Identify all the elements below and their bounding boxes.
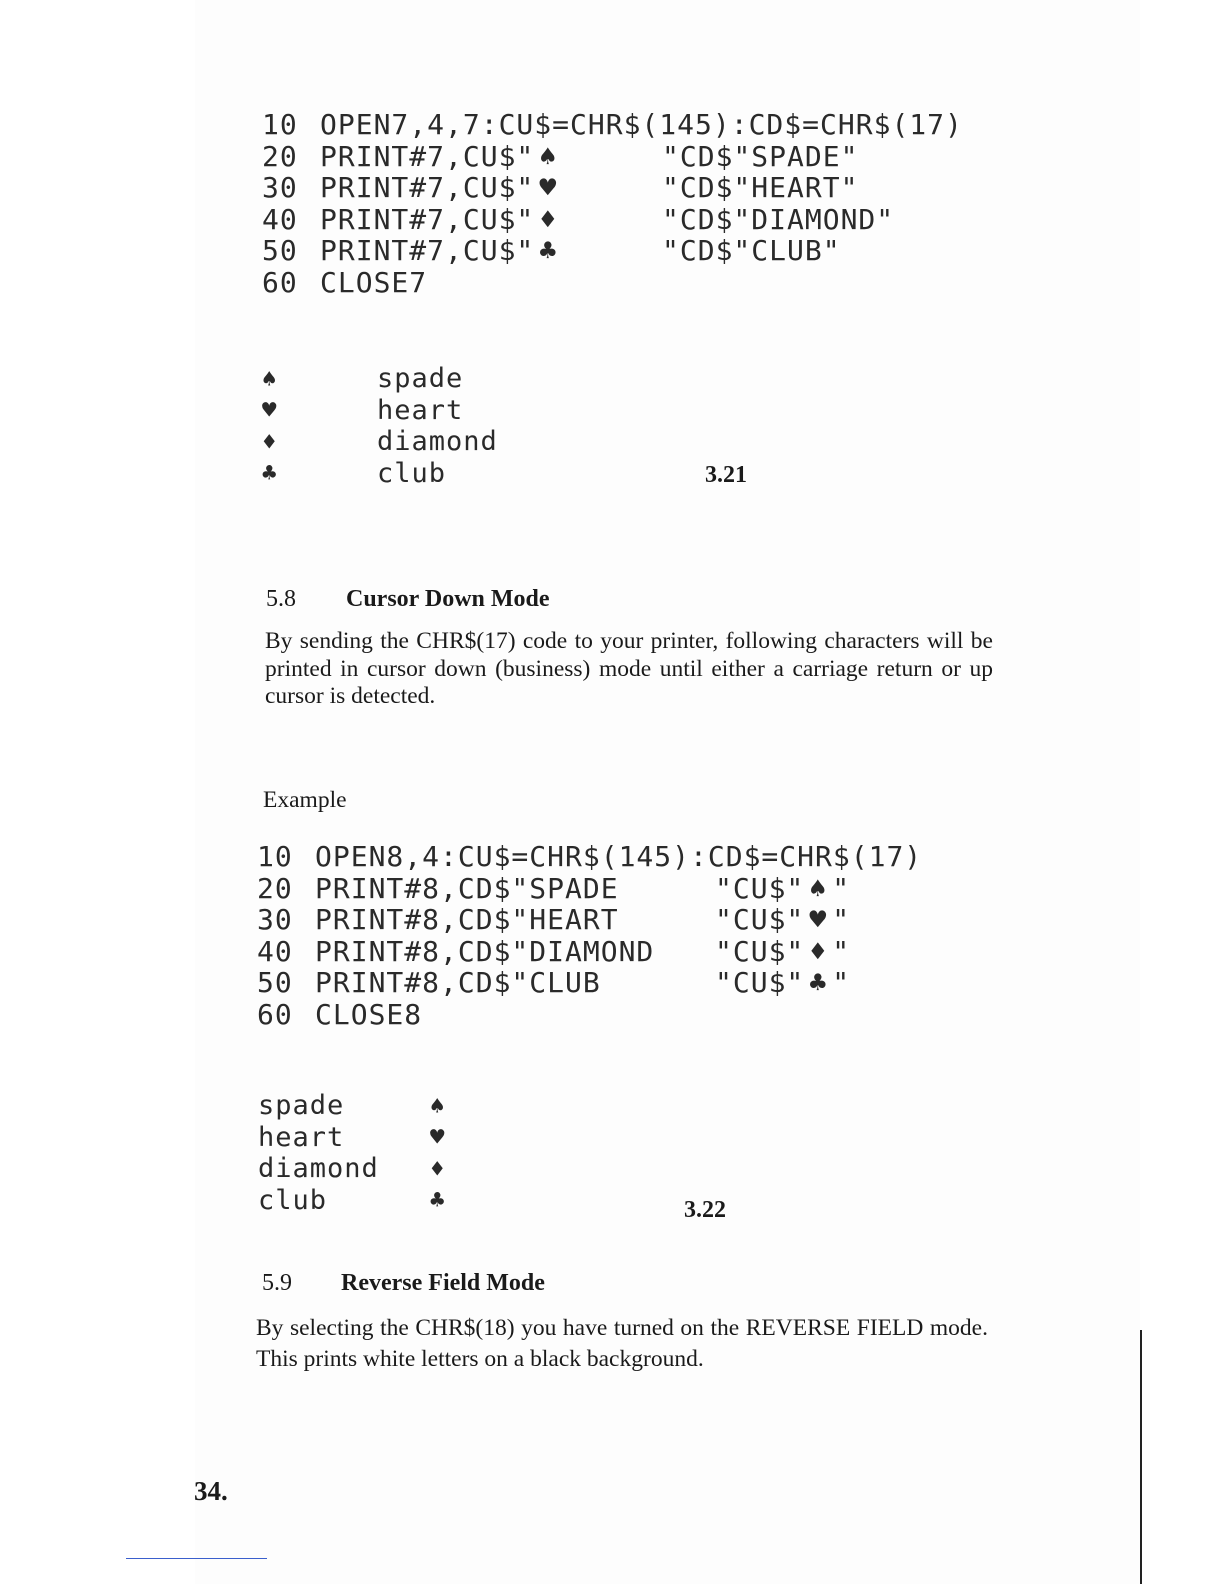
code-listing-2 bbox=[257, 841, 922, 1030]
diamond-icon: ♦ bbox=[539, 202, 558, 236]
code-line: 50 PRINT#7,CU$" ♣ "CD$"CLUB" bbox=[262, 234, 841, 267]
diamond-icon: ♦ bbox=[262, 427, 277, 456]
output-row: ♣ club bbox=[262, 457, 447, 489]
spade-icon: ♠ bbox=[430, 1091, 445, 1120]
heart-icon: ♥ bbox=[809, 903, 828, 936]
club-icon: ♣ bbox=[809, 966, 828, 999]
printer-output-1 bbox=[262, 363, 498, 489]
club-icon: ♣ bbox=[430, 1186, 445, 1215]
section-title: Reverse Field Mode bbox=[341, 1270, 545, 1296]
code-line: 60 CLOSE8 bbox=[257, 997, 423, 1031]
output-row: ♠ spade bbox=[262, 363, 464, 395]
code-line: 30 PRINT#7,CU$" ♥ "CD$"HEART" bbox=[262, 171, 859, 204]
output-row: ♦ diamond bbox=[262, 426, 498, 458]
figure-number: 3.22 bbox=[684, 1197, 726, 1223]
paragraph: By sending the CHR$(17) code to your printer, following characters will be printed in cursor down (business) mode until either a carriage return or up cursor is detected. bbox=[265, 628, 993, 709]
code-line: 10 OPEN7,4,7:CU$=CHR$(145):CD$=CHR$(17) bbox=[262, 108, 963, 141]
section-number: 5.8 bbox=[266, 586, 296, 612]
spade-icon: ♠ bbox=[539, 139, 558, 173]
code-line: 20 PRINT#7,CU$" ♠ "CD$"SPADE" bbox=[262, 139, 859, 173]
section-heading bbox=[262, 1270, 545, 1297]
page-number: 34. bbox=[194, 1476, 228, 1506]
code-line: 10 OPEN8,4:CU$=CHR$(145):CD$=CHR$(17) bbox=[257, 840, 923, 873]
code-line: 30 PRINT#8,CD$"HEART "CU$" ♥ " bbox=[257, 903, 851, 936]
example-label: Example bbox=[263, 787, 347, 813]
code-line: 60 CLOSE7 bbox=[262, 265, 428, 299]
diamond-icon: ♦ bbox=[809, 934, 828, 968]
figure-number: 3.21 bbox=[705, 462, 747, 488]
section-title: Cursor Down Mode bbox=[346, 586, 550, 612]
spade-icon: ♠ bbox=[262, 364, 277, 393]
output-row: heart ♥ bbox=[258, 1121, 445, 1153]
code-line: 50 PRINT#8,CD$"CLUB "CU$" ♣ " bbox=[257, 966, 851, 999]
margin-rule bbox=[1140, 1330, 1142, 1584]
output-row: ♥ heart bbox=[262, 394, 464, 426]
code-line: 40 PRINT#8,CD$"DIAMOND "CU$" ♦ " bbox=[257, 934, 851, 968]
paragraph: By selecting the CHR$(18) you have turned on the REVERSE FIELD mode. This prints white letters on a black background. bbox=[256, 1315, 988, 1372]
diamond-icon: ♦ bbox=[430, 1154, 445, 1183]
code-listing-1 bbox=[262, 109, 963, 298]
club-icon: ♣ bbox=[539, 234, 558, 267]
code-line: 40 PRINT#7,CU$" ♦ "CD$"DIAMOND" bbox=[262, 202, 895, 236]
club-icon: ♣ bbox=[262, 459, 277, 488]
heart-icon: ♥ bbox=[539, 171, 558, 204]
output-row: spade ♠ bbox=[258, 1090, 445, 1122]
code-line: 20 PRINT#8,CD$"SPADE "CU$" ♠ " bbox=[257, 871, 851, 905]
spade-icon: ♠ bbox=[809, 871, 828, 905]
printer-output-2 bbox=[258, 1090, 444, 1216]
section-heading bbox=[266, 586, 550, 613]
footer-rule bbox=[126, 1558, 267, 1559]
output-row: club ♣ bbox=[258, 1184, 445, 1216]
section-number: 5.9 bbox=[262, 1270, 292, 1296]
output-row: diamond ♦ bbox=[258, 1153, 445, 1185]
heart-icon: ♥ bbox=[262, 396, 277, 425]
heart-icon: ♥ bbox=[430, 1123, 445, 1152]
